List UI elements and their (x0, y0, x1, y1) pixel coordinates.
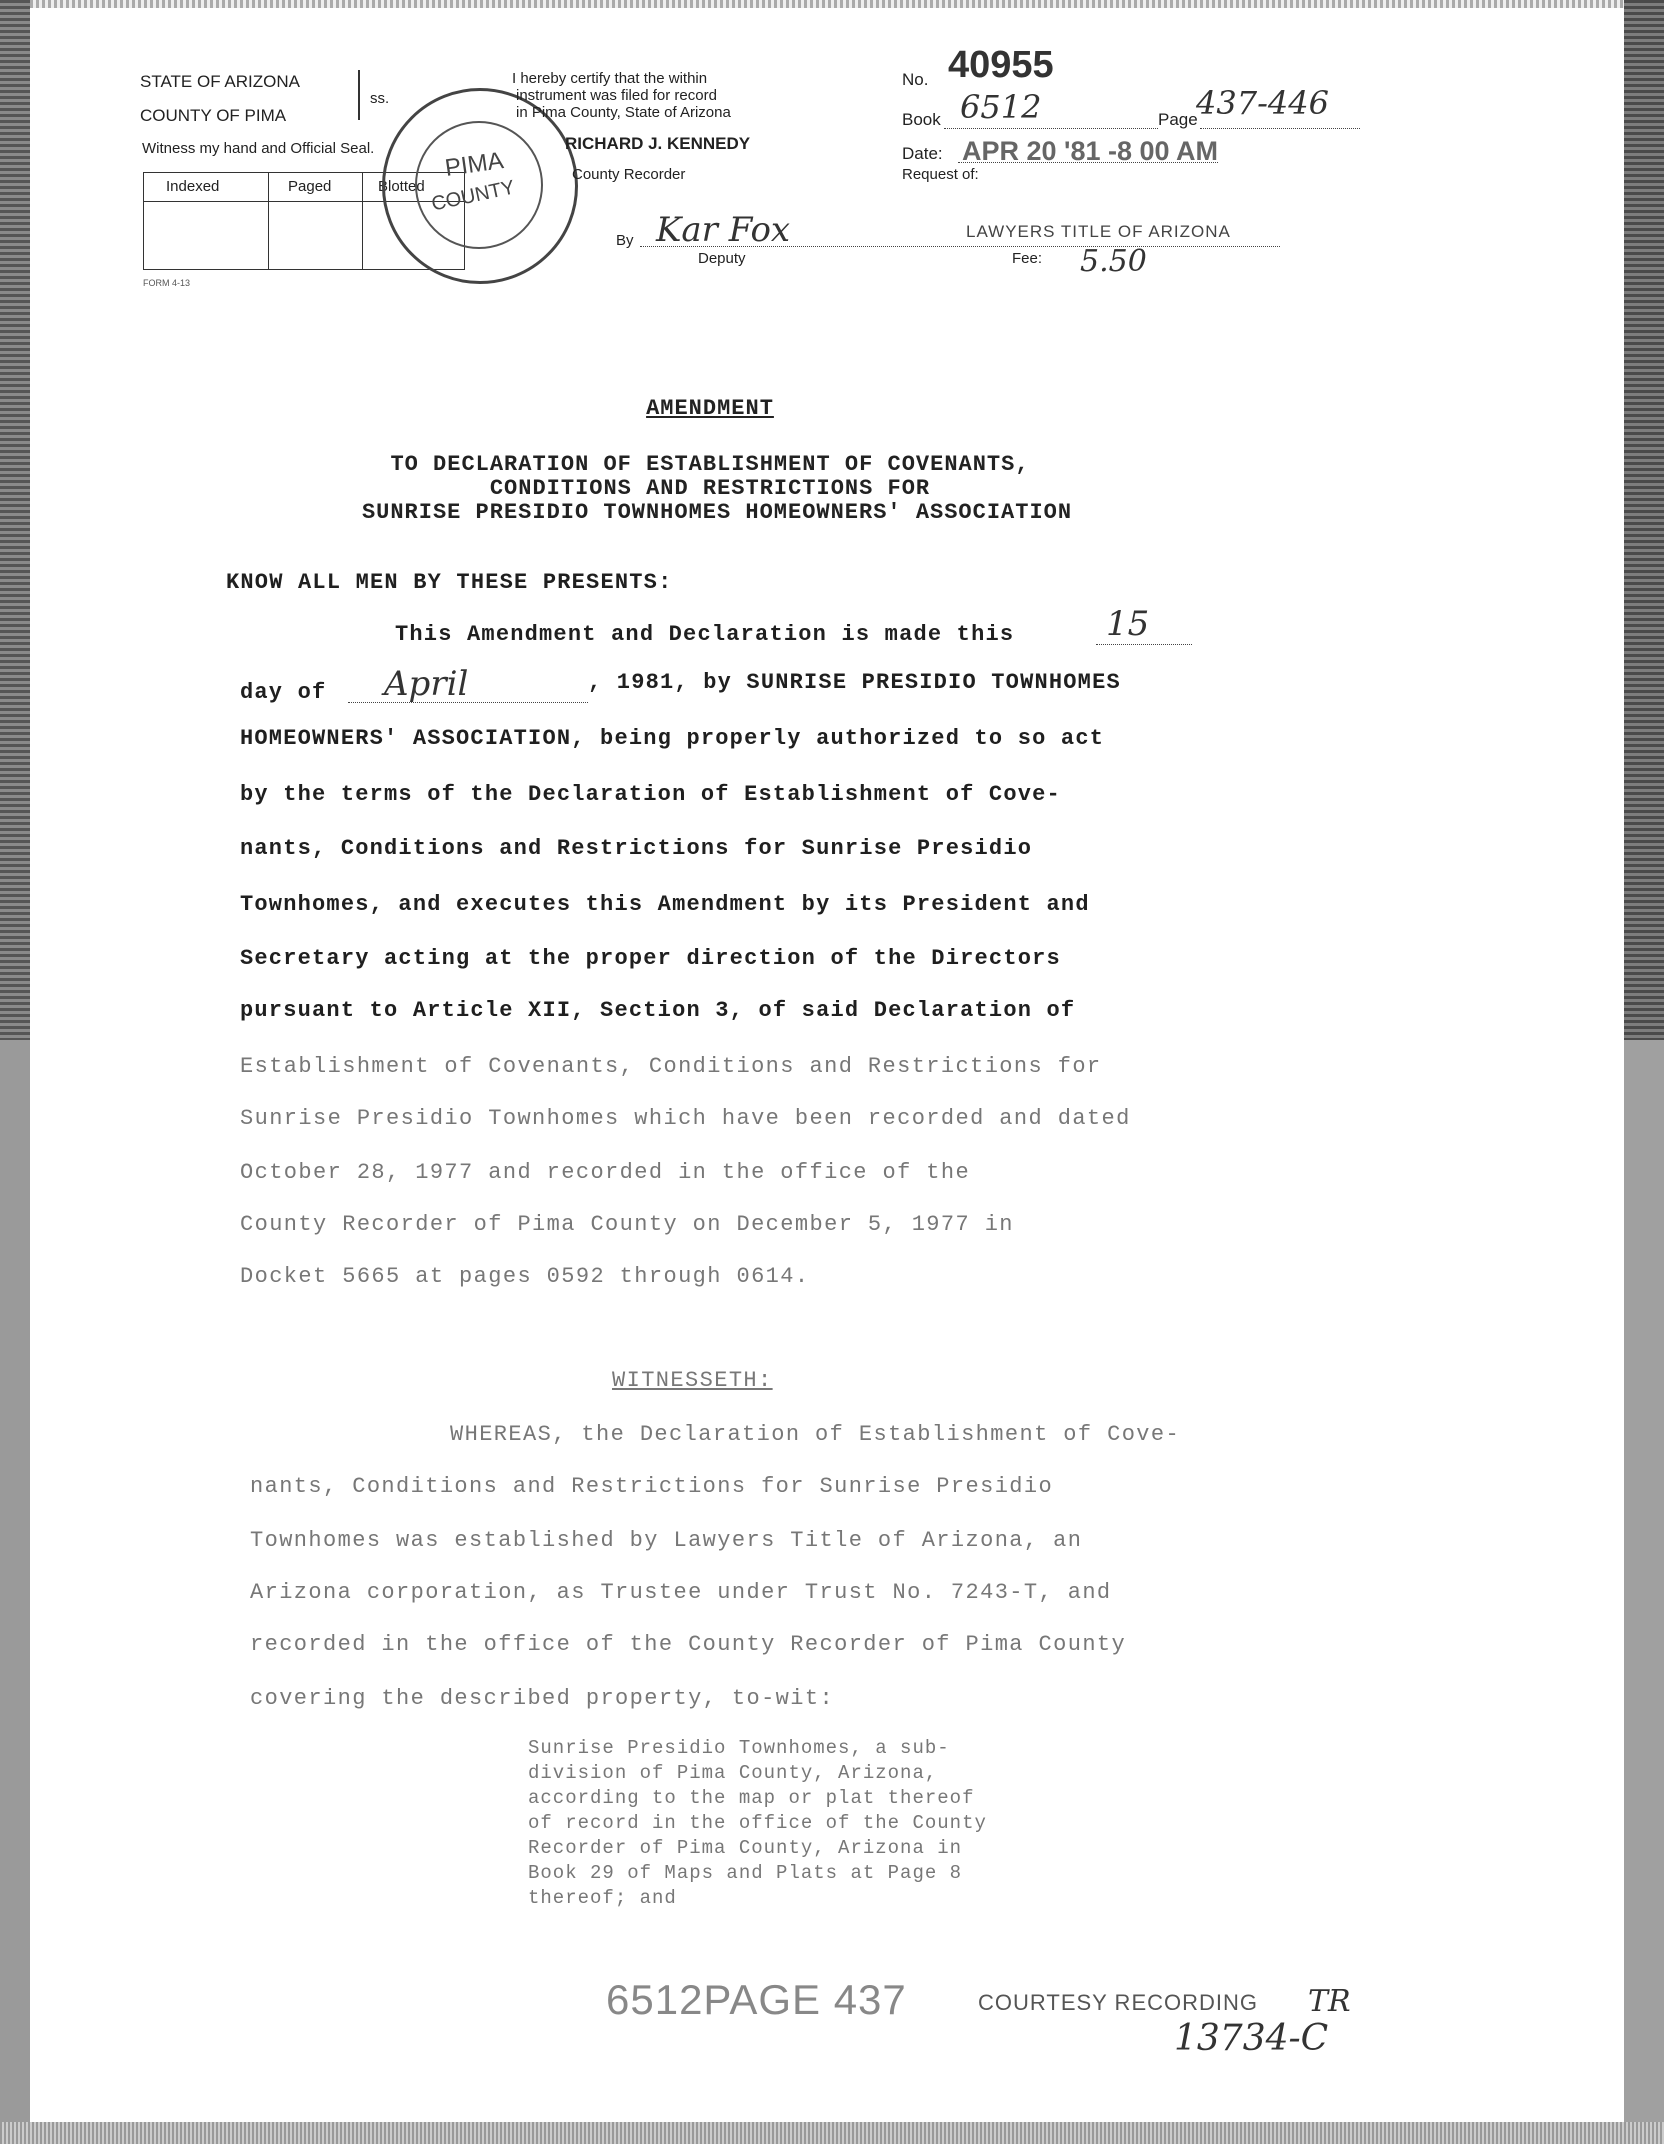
whereas-line-3: Townhomes was established by Lawyers Title of Arizona, an (250, 1528, 1083, 1553)
deputy-label: Deputy (698, 250, 746, 267)
body-line-8: pursuant to Article XII, Section 3, of said Declaration of (240, 998, 1076, 1023)
title-line-3: CONDITIONS AND RESTRICTIONS FOR (489, 476, 931, 501)
deputy-signature: Kar Fox (656, 210, 791, 250)
book-value: 6512 (960, 88, 1042, 126)
request-label: Request of: (902, 166, 979, 183)
state-label: STATE OF ARIZONA (140, 72, 300, 91)
body-line-2b: , 1981, by SUNRISE PRESIDIO TOWNHOMES (588, 670, 1121, 695)
ss-label: ss. (370, 90, 390, 107)
whereas-line-5: recorded in the office of the County Recorder of Pima County (250, 1632, 1127, 1657)
witnesseth-heading: WITNESSETH: (612, 1368, 773, 1393)
body-line-7: Secretary acting at the proper direction of the Directors (240, 946, 1061, 971)
no-label: No. (902, 70, 929, 89)
property-description: Sunrise Presidio Townhomes, a sub- division of Pima County, Arizona, according to the map or plat thereof of record in the office of the County Recorder of Pima County, Arizona in Book 29 of Maps and Plats at Page 8 thereof; and (528, 1737, 987, 1909)
request-value: LAWYERS TITLE OF ARIZONA (966, 222, 1231, 241)
witness-label: Witness my hand and Official Seal. (142, 140, 375, 157)
whereas-line-1: WHEREAS, the Declaration of Establishment of Cove- (450, 1422, 1181, 1447)
body-line-5: nants, Conditions and Restrictions for Sunrise Presidio (240, 836, 1033, 861)
scan-edge-right (1624, 0, 1664, 1040)
whereas-line-4: Arizona corporation, as Trustee under Trust No. 7243-T, and (250, 1580, 1112, 1605)
body-line-1: This Amendment and Declaration is made this (395, 622, 1015, 647)
county-label: COUNTY OF PIMA (140, 106, 287, 125)
body-line-13: Docket 5665 at pages 0592 through 0614. (240, 1264, 810, 1289)
book-page-stamp: 6512PAGE 437 (606, 1976, 907, 2023)
day-value: 15 (1106, 604, 1150, 644)
recorder-title: County Recorder (572, 166, 686, 183)
know-all-men: KNOW ALL MEN BY THESE PRESENTS: (226, 570, 673, 595)
month-value: April (384, 664, 469, 704)
body-line-9: Establishment of Covenants, Conditions and Restrictions for (240, 1054, 1102, 1079)
scan-edge-right-lower (1624, 1040, 1664, 2144)
certify-text: I hereby certify that the within instrument was filed for record in Pima County, State of Arizona (512, 70, 731, 121)
scan-edge-bottom (0, 2122, 1664, 2144)
body-line-12: County Recorder of Pima County on December 5, 1977 in (240, 1212, 1014, 1237)
whereas-line-2: nants, Conditions and Restrictions for Sunrise Presidio (250, 1474, 1054, 1499)
date-value: APR 20 '81 -8 00 AM (962, 136, 1219, 166)
indexed-header: Indexed (166, 178, 220, 195)
tr-mark: TR (1308, 1984, 1351, 2019)
body-line-2a: day of (240, 680, 327, 705)
body-line-11: October 28, 1977 and recorded in the office of the (240, 1160, 971, 1185)
body-line-10: Sunrise Presidio Townhomes which have been recorded and dated (240, 1106, 1131, 1131)
scan-edge-left-lower (0, 1040, 30, 2144)
form-number: FORM 4-13 (143, 278, 191, 288)
body-line-3: HOMEOWNERS' ASSOCIATION, being properly authorized to so act (240, 726, 1105, 751)
whereas-line-6: covering the described property, to-wit: (250, 1686, 835, 1711)
document-title: AMENDMENT (646, 396, 774, 421)
courtesy-recording: COURTESY RECORDING (978, 1990, 1259, 2015)
fee-value: 5.50 (1080, 244, 1147, 279)
reference-number: 13734-C (1174, 2018, 1329, 2059)
title-line-4: SUNRISE PRESIDIO TOWNHOMES HOMEOWNERS' ASSOCIATION (361, 500, 1073, 525)
county-seal: PIMA COUNTY (382, 88, 578, 284)
scan-edge-top (0, 0, 1664, 8)
page-label: Page (1158, 110, 1198, 129)
body-line-6: Townhomes, and executes this Amendment by its President and (240, 892, 1090, 917)
title-line-2: TO DECLARATION OF ESTABLISHMENT OF COVENANTS, (390, 452, 1030, 477)
by-label: By (616, 232, 634, 249)
book-label: Book (902, 110, 941, 129)
recorder-name: RICHARD J. KENNEDY (565, 134, 751, 153)
body-line-4: by the terms of the Declaration of Establishment of Cove- (240, 782, 1061, 807)
date-label: Date: (902, 144, 943, 163)
page-value: 437-446 (1196, 84, 1329, 122)
bracket (358, 70, 362, 120)
paged-header: Paged (288, 178, 332, 195)
no-value: 40955 (948, 44, 1054, 86)
blotted-header: Blotted (378, 178, 425, 195)
fee-label: Fee: (1012, 250, 1043, 267)
